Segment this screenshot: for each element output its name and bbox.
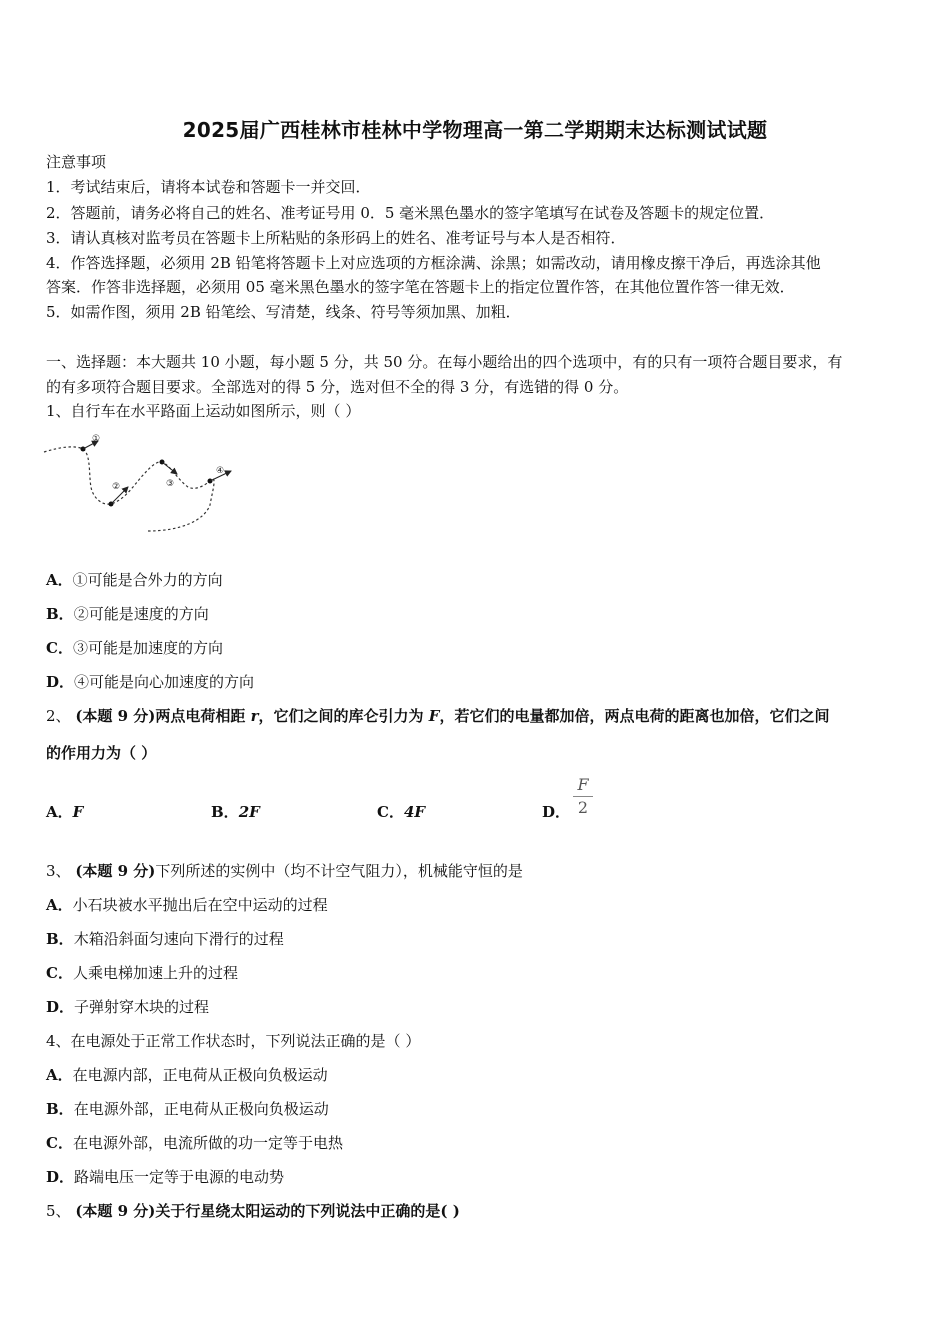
- page-title: 2025届广西桂林市桂林中学物理高一第二学期期末达标测试试题: [182, 118, 768, 142]
- stem-part: 两点电荷相距: [155, 707, 251, 725]
- option-label: D．: [46, 1168, 75, 1186]
- label-3: ③: [166, 479, 175, 489]
- question-number: 3、: [46, 862, 71, 880]
- question-4-stem: 4、在电源处于正常工作状态时，下列说法正确的是（ ）: [46, 1032, 421, 1050]
- option-text: 2F: [238, 803, 260, 821]
- arrow-3: [162, 462, 177, 474]
- question-score: (本题 9 分): [75, 862, 156, 880]
- option-label: C．: [46, 964, 73, 982]
- notice-item: 2．答题前，请务必将自己的姓名、准考证号用 0．5 毫米黑色墨水的签字笔填写在试卷及答题卡的规定位置．: [46, 204, 775, 222]
- q2-option-a[interactable]: [46, 802, 83, 822]
- question-5-stem: [46, 1201, 460, 1221]
- question-score: (本题 9 分): [75, 1202, 156, 1220]
- question-2-stem-line2: 的作用力为（ ）: [46, 744, 157, 762]
- option-text: 路端电压一定等于电源的电动势: [74, 1168, 285, 1186]
- q3-option-c[interactable]: [46, 963, 238, 983]
- option-label: C．: [377, 803, 404, 821]
- option-text: 在电源外部，正电荷从正极向负极运动: [73, 1100, 329, 1118]
- option-label: B．: [211, 803, 239, 821]
- q4-option-b[interactable]: [46, 1099, 329, 1119]
- label-2: ②: [112, 482, 121, 492]
- q4-option-c[interactable]: [46, 1133, 343, 1153]
- notice-heading: 注意事项: [46, 153, 107, 171]
- notice-item: 答案．作答非选择题，必须用 05 毫米黑色墨水的签字笔在答题卡上的指定位置作答，在其他位置作答一律无效．: [46, 278, 795, 296]
- option-label: A．: [46, 896, 73, 914]
- option-label: A．: [46, 1066, 73, 1084]
- fraction-denominator: 2: [577, 798, 589, 817]
- q3-option-d[interactable]: [46, 997, 209, 1017]
- option-label: B．: [46, 605, 74, 623]
- q1-option-d[interactable]: [46, 672, 254, 692]
- notice-item: 3．请认真核对监考员在答题卡上所粘贴的条形码上的姓名、准考证号与本人是否相符．: [46, 229, 626, 247]
- option-label: A．: [46, 803, 73, 821]
- stem-part: 下列所述的实例中（均不计空气阻力），机械能守恒的是: [155, 862, 523, 880]
- option-text: 小石块被水平抛出后在空中运动的过程: [72, 896, 328, 914]
- fraction-bar: [573, 796, 593, 797]
- q1-option-a[interactable]: [46, 570, 223, 590]
- question-number: 2、: [46, 707, 71, 725]
- option-text: 木箱沿斜面匀速向下滑行的过程: [73, 930, 284, 948]
- q2-option-c[interactable]: [377, 802, 425, 822]
- option-text: 在电源内部，正电荷从正极向负极运动: [72, 1066, 328, 1084]
- option-label: C．: [46, 1134, 73, 1152]
- variable-F: F: [428, 707, 440, 725]
- section-intro: 的有多项符合题目要求。全部选对的得 5 分，选对但不全的得 3 分，有选错的得 0 分。: [46, 378, 629, 396]
- option-label: A．: [46, 571, 73, 589]
- question-1-stem: 1、自行车在水平路面上运动如图所示，则（ ）: [46, 402, 361, 420]
- notice-item: 1．考试结束后，请将本试卷和答题卡一并交回．: [46, 178, 371, 196]
- q1-option-c[interactable]: [46, 638, 223, 658]
- option-text: 4F: [403, 803, 426, 821]
- stem-part: 关于行星绕太阳运动的下列说法中正确的是( ): [155, 1202, 460, 1220]
- variable-r: r: [250, 707, 259, 725]
- option-text: 人乘电梯加速上升的过程: [72, 964, 238, 982]
- q3-option-b[interactable]: [46, 929, 284, 949]
- option-label: D．: [542, 803, 571, 821]
- section-intro: 一、选择题：本大题共 10 小题，每小题 5 分，共 50 分。在每小题给出的四个选项中，有的只有一项符合题目要求，有: [46, 353, 843, 371]
- option-label: B．: [46, 930, 74, 948]
- option-label: B．: [46, 1100, 74, 1118]
- stem-part: ，若它们的电量都加倍，两点电荷的距离也加倍，它们之间: [439, 707, 830, 725]
- stem-part: ，它们之间的库仑引力为: [258, 707, 429, 725]
- notice-item: 5．如需作图，须用 2B 铅笔绘、写清楚，线条、符号等须加黑、加粗．: [46, 303, 521, 321]
- q1-option-b[interactable]: [46, 604, 209, 624]
- option-text: ③可能是加速度的方向: [72, 639, 223, 657]
- question-score: (本题 9 分): [75, 707, 156, 725]
- q2-option-d[interactable]: [542, 802, 570, 822]
- notice-item: 4．作答选择题，必须用 2B 铅笔将答题卡上对应选项的方框涂满、涂黑；如需改动，请用橡皮擦干净后，再选涂其他: [46, 254, 821, 272]
- option-label: D．: [46, 673, 75, 691]
- option-text: ②可能是速度的方向: [73, 605, 209, 623]
- q4-option-a[interactable]: [46, 1065, 328, 1085]
- option-label: D．: [46, 998, 75, 1016]
- label-1: ①: [92, 434, 101, 444]
- q2-option-b[interactable]: [211, 802, 260, 822]
- fraction-numerator: F: [577, 775, 589, 794]
- q4-option-d[interactable]: [46, 1167, 284, 1187]
- option-text: ①可能是合外力的方向: [72, 571, 223, 589]
- option-text: ④可能是向心加速度的方向: [74, 673, 255, 691]
- option-label: C．: [46, 639, 73, 657]
- question-3-stem: [46, 861, 523, 881]
- q3-option-a[interactable]: [46, 895, 328, 915]
- option-text: 在电源外部，电流所做的功一定等于电热: [72, 1134, 343, 1152]
- label-4: ④: [216, 466, 225, 476]
- dashed-trajectory: [44, 447, 214, 531]
- option-text: 子弹射穿木块的过程: [74, 998, 210, 1016]
- fraction-f-over-2: [573, 776, 593, 817]
- question-2-stem: [46, 706, 829, 726]
- bicycle-path-figure: [40, 425, 250, 540]
- question-number: 5、: [46, 1202, 71, 1220]
- option-text: F: [72, 803, 84, 821]
